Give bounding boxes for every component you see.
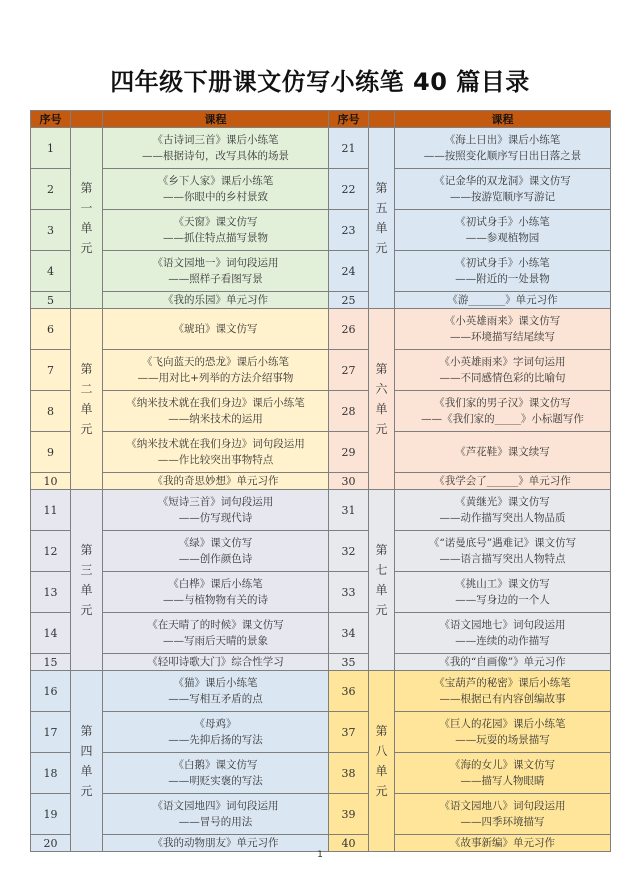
row-number: 28	[329, 391, 369, 432]
lesson-title: 《宝葫芦的秘密》课后小练笔	[434, 677, 571, 689]
header-num-right: 序号	[329, 111, 369, 128]
lesson-subtitle: ——写身边的一个人	[455, 594, 550, 606]
lesson-title: 《海的女儿》课文仿写	[450, 759, 555, 771]
lesson-cell	[395, 432, 611, 473]
lesson-cell	[395, 712, 611, 753]
lesson-title: 《我学会了______》单元习作	[434, 475, 571, 487]
unit-char: 五	[375, 201, 388, 215]
row-number: 21	[329, 128, 369, 169]
table-row	[31, 490, 611, 531]
row-number: 18	[31, 753, 71, 794]
lesson-title: 《我的“自画像”》单元习作	[439, 656, 566, 668]
unit-char: 第	[375, 181, 388, 195]
row-number: 35	[329, 654, 369, 671]
table-row	[31, 613, 611, 654]
table-row	[31, 391, 611, 432]
lesson-subtitle: ——参观植物园	[465, 232, 540, 244]
row-number: 2	[31, 169, 71, 210]
lesson-cell	[395, 654, 611, 671]
lesson-title: 《语文园地八》词句段运用	[439, 800, 566, 812]
lesson-title: 《我的奇思妙想》单元习作	[152, 475, 279, 487]
lesson-title: 《小英雄雨来》字词句运用	[439, 356, 566, 368]
row-number: 8	[31, 391, 71, 432]
row-number: 14	[31, 613, 71, 654]
unit-label	[369, 671, 395, 852]
lesson-title: 《母鸡》	[194, 718, 237, 730]
lesson-title: 《纳米技术就在我们身边》词句段运用	[126, 438, 305, 450]
unit-char: 第	[375, 362, 388, 376]
lesson-cell	[103, 531, 329, 572]
lesson-title: 《我的动物朋友》单元习作	[152, 837, 279, 849]
row-number: 17	[31, 712, 71, 753]
header-blank-left	[71, 111, 103, 128]
unit-char: 二	[80, 382, 93, 396]
lesson-cell	[395, 251, 611, 292]
lesson-title: 《语文园地七》词句段运用	[439, 619, 566, 631]
row-number: 7	[31, 350, 71, 391]
lesson-title: 《海上日出》课后小练笔	[444, 134, 561, 146]
lesson-subtitle: ——按游览顺序写游记	[450, 191, 555, 203]
unit-char: 单	[80, 221, 93, 235]
row-number: 40	[329, 835, 369, 852]
lesson-subtitle: ——与植物物有关的诗	[163, 594, 268, 606]
lesson-cell	[103, 753, 329, 794]
lesson-cell	[103, 712, 329, 753]
unit-char: 元	[80, 241, 93, 255]
row-number: 38	[329, 753, 369, 794]
lesson-subtitle: ——根据已有内容创编故事	[439, 693, 566, 705]
lesson-title: 《纳米技术就在我们身边》课后小练笔	[126, 397, 305, 409]
lesson-title: 《白鹅》课文仿写	[173, 759, 258, 771]
row-number: 36	[329, 671, 369, 712]
row-number: 26	[329, 309, 369, 350]
row-number: 4	[31, 251, 71, 292]
table-row	[31, 531, 611, 572]
lesson-cell	[103, 432, 329, 473]
lesson-subtitle: ——冒号的用法	[178, 816, 253, 828]
unit-label	[71, 128, 103, 309]
lesson-subtitle: ——语言描写突出人物特点	[439, 553, 566, 565]
unit-char: 元	[80, 603, 93, 617]
lesson-cell	[395, 309, 611, 350]
unit-char: 八	[375, 744, 388, 758]
row-number: 11	[31, 490, 71, 531]
row-number: 20	[31, 835, 71, 852]
unit-label	[71, 671, 103, 852]
row-number: 39	[329, 794, 369, 835]
lesson-cell	[103, 210, 329, 251]
lesson-cell	[103, 794, 329, 835]
lesson-cell	[395, 490, 611, 531]
lesson-title: 《猫》课后小练笔	[173, 677, 258, 689]
row-number: 6	[31, 309, 71, 350]
table-row	[31, 473, 611, 490]
table-row	[31, 654, 611, 671]
lesson-cell	[395, 210, 611, 251]
unit-char: 第	[80, 543, 93, 557]
unit-char: 单	[80, 764, 93, 778]
lesson-cell	[395, 572, 611, 613]
unit-char: 单	[375, 402, 388, 416]
table-row	[31, 671, 611, 712]
header-row	[31, 111, 611, 128]
lesson-subtitle: ——连续的动作描写	[455, 635, 550, 647]
row-number: 1	[31, 128, 71, 169]
unit-label	[71, 490, 103, 671]
lesson-subtitle: ——明贬实褒的写法	[168, 775, 263, 787]
toc-table	[30, 110, 611, 852]
unit-char: 第	[375, 724, 388, 738]
lesson-title: 《巨人的花园》课后小练笔	[439, 718, 566, 730]
lesson-title: 《白桦》课后小练笔	[168, 578, 263, 590]
lesson-subtitle: ——按照变化顺序写日出日落之景	[423, 150, 582, 162]
lesson-cell	[395, 671, 611, 712]
lesson-title: 《记金华的双龙洞》课文仿写	[434, 175, 571, 187]
header-lesson-right: 课程	[395, 111, 611, 128]
lesson-cell	[395, 835, 611, 852]
lesson-cell	[395, 350, 611, 391]
lesson-cell	[103, 251, 329, 292]
row-number: 16	[31, 671, 71, 712]
lesson-cell	[395, 473, 611, 490]
row-number: 34	[329, 613, 369, 654]
lesson-cell	[103, 613, 329, 654]
lesson-cell	[103, 835, 329, 852]
lesson-cell	[103, 169, 329, 210]
lesson-title: 《我的乐园》单元习作	[163, 294, 268, 306]
lesson-title: 《我们家的男子汉》课文仿写	[434, 397, 571, 409]
lesson-subtitle: ——作比较突出事物特点	[157, 454, 274, 466]
lesson-subtitle: ——写相互矛盾的点	[168, 693, 263, 705]
header-lesson-left: 课程	[103, 111, 329, 128]
unit-char: 第	[80, 181, 93, 195]
lesson-subtitle: ——不同感情色彩的比喻句	[439, 372, 566, 384]
header-blank-right	[369, 111, 395, 128]
lesson-cell	[103, 128, 329, 169]
row-number: 32	[329, 531, 369, 572]
table-row	[31, 753, 611, 794]
unit-char: 一	[80, 201, 93, 215]
table-row	[31, 794, 611, 835]
lesson-subtitle: ——先抑后扬的写法	[168, 734, 263, 746]
unit-char: 第	[80, 362, 93, 376]
lesson-subtitle: ——附近的一处景物	[455, 273, 550, 285]
row-number: 37	[329, 712, 369, 753]
lesson-title: 《短诗三首》词句段运用	[157, 496, 274, 508]
lesson-subtitle: ——创作颜色诗	[178, 553, 253, 565]
lesson-title: 《琥珀》课文仿写	[173, 323, 258, 335]
lesson-subtitle: ——纳米技术的运用	[168, 413, 263, 425]
lesson-title: 《初试身手》小练笔	[455, 257, 550, 269]
lesson-cell	[103, 292, 329, 309]
lesson-title: 《语文园地一》词句段运用	[152, 257, 279, 269]
table-row	[31, 210, 611, 251]
lesson-cell	[103, 671, 329, 712]
lesson-subtitle: ——根据诗句，改写具体的场景	[142, 150, 289, 162]
unit-label	[71, 309, 103, 490]
table-row	[31, 251, 611, 292]
lesson-cell	[395, 169, 611, 210]
unit-char: 单	[375, 583, 388, 597]
unit-char: 元	[375, 784, 388, 798]
lesson-cell	[395, 391, 611, 432]
row-number: 13	[31, 572, 71, 613]
lesson-cell	[103, 572, 329, 613]
row-number: 19	[31, 794, 71, 835]
lesson-subtitle: ——动作描写突出人物品质	[439, 512, 566, 524]
unit-char: 元	[375, 603, 388, 617]
unit-label	[369, 490, 395, 671]
lesson-subtitle: ——写雨后天晴的景象	[163, 635, 268, 647]
lesson-subtitle: ——照样子看图写景	[168, 273, 263, 285]
unit-char: 单	[375, 764, 388, 778]
lesson-subtitle: ——环境描写结尾续写	[450, 331, 555, 343]
row-number: 10	[31, 473, 71, 490]
unit-char: 元	[80, 422, 93, 436]
table-row	[31, 572, 611, 613]
lesson-cell	[395, 128, 611, 169]
row-number: 23	[329, 210, 369, 251]
row-number: 33	[329, 572, 369, 613]
lesson-subtitle: ——你眼中的乡村景致	[163, 191, 268, 203]
lesson-subtitle: ——玩耍的场景描写	[455, 734, 550, 746]
row-number: 15	[31, 654, 71, 671]
lesson-title: 《语文园地四》词句段运用	[152, 800, 279, 812]
row-number: 24	[329, 251, 369, 292]
row-number: 3	[31, 210, 71, 251]
lesson-cell	[103, 473, 329, 490]
lesson-subtitle: ——《我们家的_____》小标题写作	[421, 413, 584, 425]
row-number: 22	[329, 169, 369, 210]
lesson-title: 《黄继光》课文仿写	[455, 496, 550, 508]
unit-label	[369, 128, 395, 309]
lesson-title: 《轻叩诗歌大门》综合性学习	[147, 656, 284, 668]
lesson-title: 《芦花鞋》课文续写	[455, 446, 550, 458]
table-row	[31, 835, 611, 852]
lesson-title: 《乡下人家》课后小练笔	[157, 175, 274, 187]
row-number: 5	[31, 292, 71, 309]
row-number: 9	[31, 432, 71, 473]
lesson-title: 《游_______》单元习作	[447, 294, 558, 306]
lesson-title: 《在天晴了的时候》课文仿写	[147, 619, 284, 631]
unit-char: 单	[80, 583, 93, 597]
lesson-cell	[103, 391, 329, 432]
header-num-left: 序号	[31, 111, 71, 128]
lesson-cell	[103, 490, 329, 531]
lesson-title: 《“诺曼底号”遇难记》课文仿写	[428, 537, 577, 549]
table-row	[31, 432, 611, 473]
lesson-cell	[395, 531, 611, 572]
toc-body	[31, 128, 611, 852]
lesson-title: 《古诗词三首》课后小练笔	[152, 134, 279, 146]
lesson-subtitle: ——抓住特点描写景物	[163, 232, 268, 244]
table-row	[31, 309, 611, 350]
lesson-cell	[395, 613, 611, 654]
table-row	[31, 350, 611, 391]
unit-char: 第	[375, 543, 388, 557]
row-number: 27	[329, 350, 369, 391]
lesson-cell	[103, 654, 329, 671]
row-number: 31	[329, 490, 369, 531]
lesson-title: 《挑山工》课文仿写	[455, 578, 550, 590]
row-number: 25	[329, 292, 369, 309]
lesson-cell	[395, 753, 611, 794]
lesson-title: 《绿》课文仿写	[178, 537, 253, 549]
unit-char: 单	[80, 402, 93, 416]
lesson-cell	[395, 292, 611, 309]
unit-char: 单	[375, 221, 388, 235]
row-number: 30	[329, 473, 369, 490]
table-row	[31, 292, 611, 309]
unit-char: 元	[375, 422, 388, 436]
lesson-cell	[103, 350, 329, 391]
unit-char: 四	[80, 744, 93, 758]
unit-char: 七	[375, 563, 388, 577]
lesson-title: 《小英雄雨来》课文仿写	[444, 315, 561, 327]
lesson-cell	[395, 794, 611, 835]
lesson-subtitle: ——四季环境描写	[460, 816, 545, 828]
page-number: 1	[317, 850, 323, 860]
lesson-title: 《天窗》课文仿写	[173, 216, 258, 228]
unit-char: 元	[375, 241, 388, 255]
lesson-title: 《飞向蓝天的恐龙》课后小练笔	[142, 356, 289, 368]
table-row	[31, 169, 611, 210]
table-row	[31, 128, 611, 169]
row-number: 12	[31, 531, 71, 572]
unit-label	[369, 309, 395, 490]
row-number: 29	[329, 432, 369, 473]
lesson-subtitle: ——描写人物眼睛	[460, 775, 545, 787]
unit-char: 第	[80, 724, 93, 738]
page-title: 四年级下册课文仿写小练笔 40 篇目录	[110, 68, 530, 96]
unit-char: 元	[80, 784, 93, 798]
lesson-title: 《初试身手》小练笔	[455, 216, 550, 228]
lesson-cell	[103, 309, 329, 350]
lesson-title: 《故事新编》单元习作	[450, 837, 555, 849]
lesson-subtitle: ——用对比+列举的方法介绍事物	[137, 372, 294, 384]
unit-char: 六	[375, 382, 388, 396]
lesson-subtitle: ——仿写现代诗	[178, 512, 253, 524]
unit-char: 三	[80, 563, 93, 577]
table-row	[31, 712, 611, 753]
